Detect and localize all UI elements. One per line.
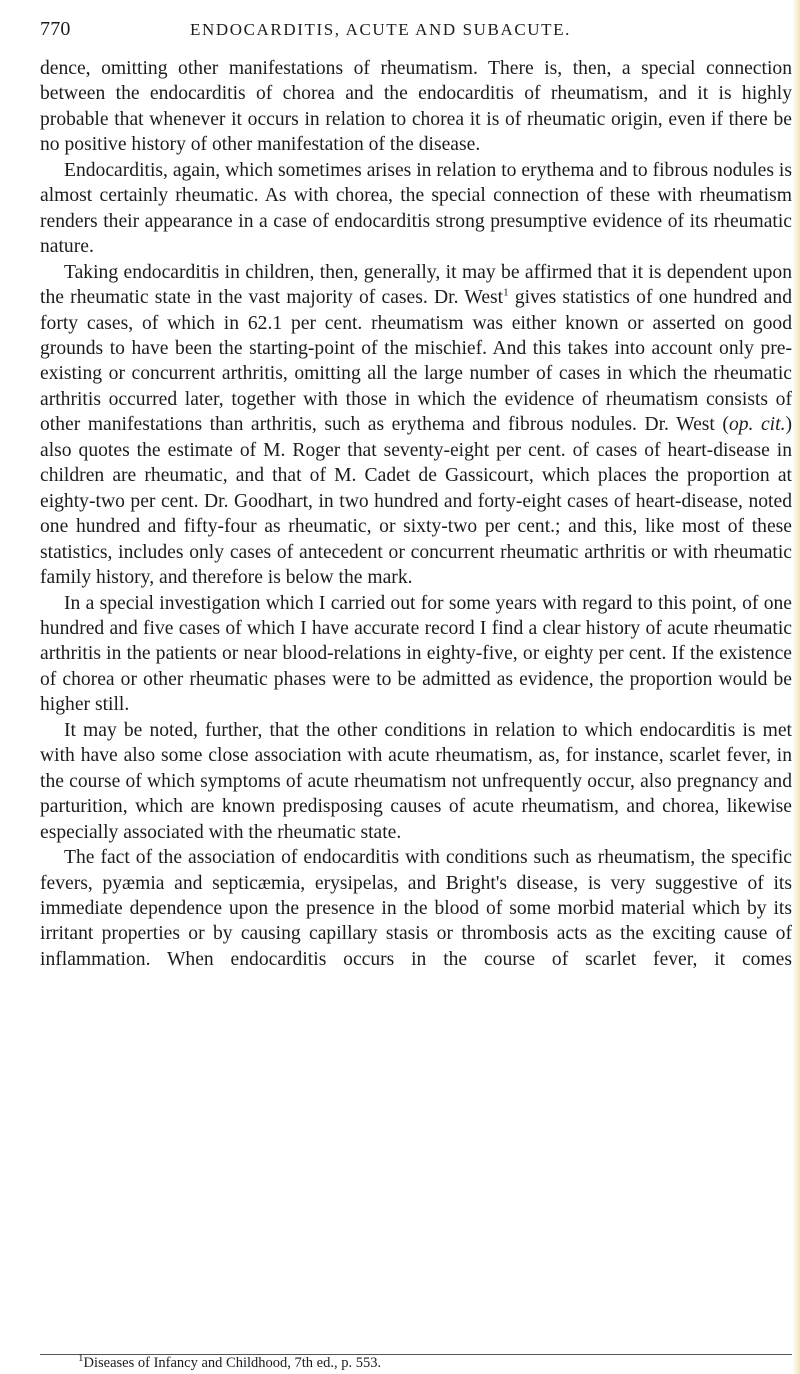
paragraph-association: The fact of the association of endocarditis with conditions such as rheumatism, the specific fevers, pyæmia and septicæmia, erysipelas, and Bright's disease, is very suggestive of its immediate dependence upon the presence in the blood of some morbid material which by its irritant properties or by causing capillary stasis or thrombosis acts as the exciting cause of inflammation. When endocarditis occurs in the course of scarlet fever, it comes — [40, 847, 792, 970]
running-header — [40, 18, 792, 44]
footnote-marker: 1 — [78, 1352, 84, 1365]
page-number: 770 — [40, 18, 71, 40]
book-page — [40, 18, 792, 972]
footnote — [78, 1352, 382, 1372]
statistics-text-c: ) also quotes the estimate of M. Roger that seventy-eight per cent. of cases of heart-disease in children are rheumatic, and that of M. Cadet de Gassicourt, which places the proportion at eighty-two per cent. Dr. Goodhart, in two hundred and forty-eight cases of heart-disease, noted one hundred and fifty-four as rheumatic, or sixty-two per cent.; and this, like most of these statistics, includes only cases of antecedent or concurrent rheumatic arthritis or with rheumatic family history, and therefore is below the mark. — [40, 414, 793, 589]
footnote-text: Diseases of Infancy and Childhood, 7th ed., p. 553. — [83, 1355, 382, 1371]
paragraph-erythema: Endocarditis, again, which sometimes arises in relation to erythema and to fibrous nodules is almost certainly rheumatic. As with chorea, the special connection of these with rheumatism renders their appearance in a case of endocarditis strong presumptive evidence of its rheumatic nature. — [40, 159, 792, 258]
citation-op-cit: op. cit. — [728, 414, 786, 436]
statistics-text-b: gives statistics of one hundred and forty cases, of which in 62.1 per cent. rheumatism was either known or asserted on good grounds to have been the starting-point of the mischief. And this takes into account only pre-existing or concurrent arthritis, omitting all the large number of cases in which the rheumatic arthritis occurred later, together with those in which the evidence of rheumatism consists of other manifestations than arthritis, such as erythema and fibrous nodules. Dr. West ( — [40, 287, 792, 436]
running-title: ENDOCARDITIS, ACUTE AND SUBACUTE. — [190, 20, 572, 39]
paragraph-continued: dence, omitting other manifestations of rheumatism. There is, then, a special connection between the endocarditis of chorea and the endocarditis of rheumatism, and it is highly probable that whenever it occurs in relation to chorea it is of rheumatic origin, even if there be no positive history of other manifestation of the disease. — [40, 58, 792, 156]
statistics-text-a: Taking endocarditis in children, then, generally, it may be affirmed that it is dependent upon the rheumatic state in the vast majority of cases. Dr. West — [40, 261, 792, 309]
footnote-reference: 1 — [503, 286, 509, 299]
body-text — [40, 56, 792, 972]
paragraph-investigation: In a special investigation which I carried out for some years with regard to this point, of one hundred and five cases of which I have accurate record I find a clear history of acute rheumatic arthritis in the patients or near blood-relations in eighty-five, or eighty per cent. If the existence of chorea or other rheumatic phases were to be admitted as evidence, the proportion would be higher still. — [40, 592, 792, 716]
paragraph-statistics — [40, 260, 792, 591]
paragraph-other-conditions: It may be noted, further, that the other conditions in relation to which endocarditis is met with have also some close association with acute rheumatism, as, for instance, scarlet fever, in the course of which symptoms of acute rheumatism not unfrequently occur, also pregnancy and parturition, which are known predisposing causes of acute rheumatism, and chorea, likewise especially associated with the rheumatic state. — [40, 719, 792, 843]
page-edge — [792, 0, 800, 1374]
